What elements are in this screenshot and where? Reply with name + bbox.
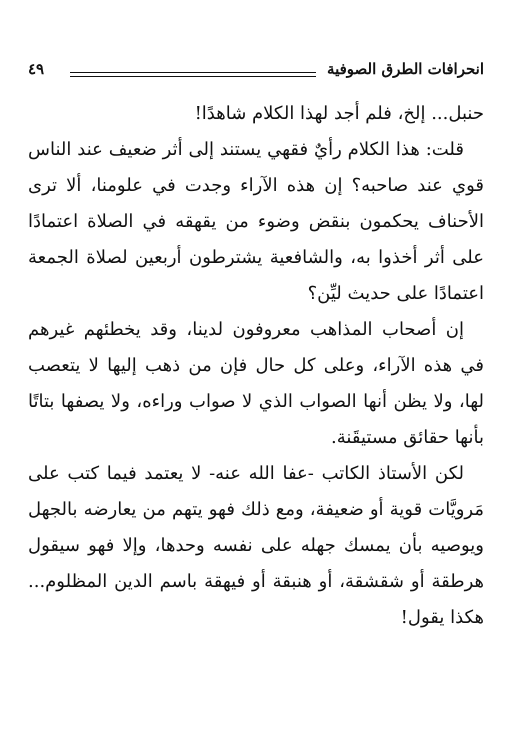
paragraph: إن أصحاب المذاهب معروفون لدينا، وقد يخطئهم غيرهم في هذه الآراء، وعلى كل حال فإن من ذهب إليها لا يتعصب لها، ولا يظن أنها الصواب الذي لا صواب وراءه، ولا يصفها بتاتًا بأنها حقائق مستيقَنة. [28, 319, 484, 448]
page-body [28, 96, 484, 636]
page-header [28, 52, 484, 92]
page-number: ٤٩ [28, 60, 45, 78]
paragraph: حنبل... إلخ، فلم أجد لهذا الكلام شاهدًا! [194, 103, 484, 124]
running-title: انحرافات الطرق الصوفية [327, 60, 484, 78]
paragraph: قلت: هذا الكلام رأيٌ فقهي يستند إلى أثر ضعيف عند الناس قوي عند صاحبه؟ إن هذه الآراء وجدت في علومنا، ألا ترى الأحناف يحكمون بنقض وضوء من يقهقه في الصلاة اعتمادًا على أثر أخذوا به، والشافعية يشترطون أربعين لصلاة الجمعة اعتمادًا على حديث ليِّن؟ [28, 139, 484, 304]
paragraph: لكن الأستاذ الكاتب -عفا الله عنه- لا يعتمد فيما كتب على مَرويَّات قوية أو ضعيفة، ومع ذلك فهو يتهم من يعارضه بالجهل ويوصيه بأن يمسك جهله على نفسه وحدها، وإلا فهو سيقول هرطقة أو شقشقة، أو هنبقة أو فيهقة باسم الدين المظلوم... هكذا يقول! [28, 463, 484, 628]
header-rule [70, 72, 316, 77]
